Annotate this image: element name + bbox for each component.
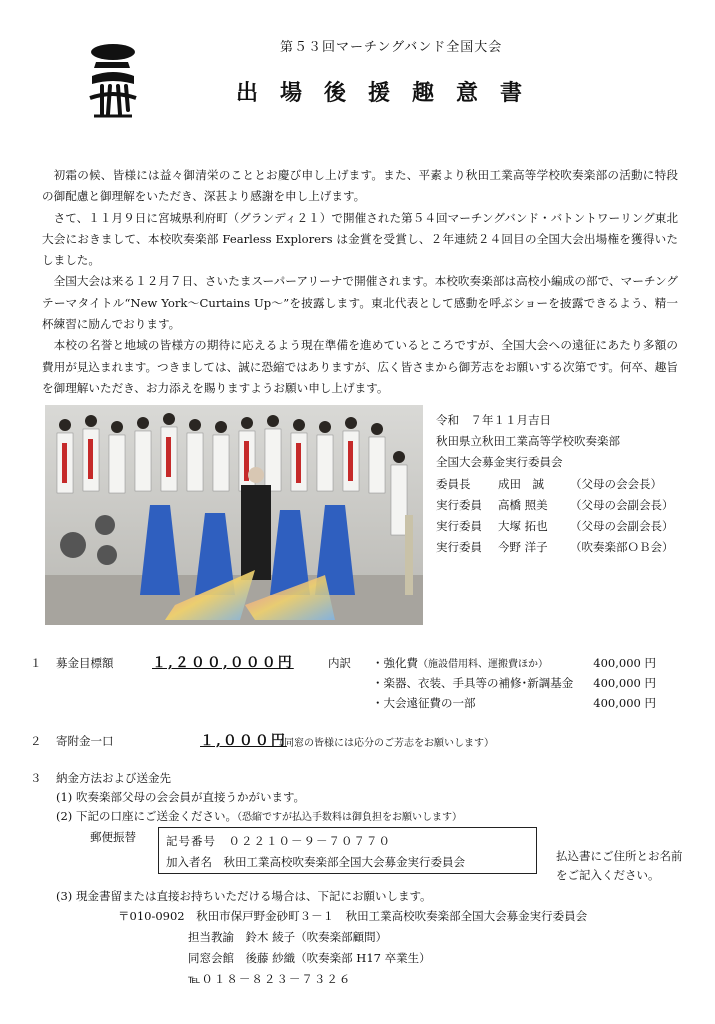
paragraph: 初霜の候、皆様には益々御清栄のこととお慶び申し上げます。また、平素より秋田工業高等学校吹奏楽部の活動に特段の御配慮と御理解をいただき、深甚より感謝を申し上げます。 <box>42 168 678 204</box>
body-text <box>42 165 678 399</box>
member-row: 実行委員 大塚 拓也 （父母の会副会長） <box>436 519 674 534</box>
breakdown-item: ・大会遠征費の一部 <box>372 696 476 710</box>
breakdown-item: ・強化費（施設借用料、運搬費ほか） <box>372 656 548 670</box>
issue-date: 令和 ７年１１月吉日 <box>436 413 551 427</box>
goal-amount: １,２００,０００円 <box>152 655 294 671</box>
account-number: 記号番号 ０２２１０－９－７０７７０ <box>166 834 391 848</box>
account-name: 加入者名 秋田工業高校吹奏楽部全国大会募金実行委員会 <box>166 855 465 869</box>
side-note: 払込書にご住所とお名前 <box>556 849 683 863</box>
organization: 秋田県立秋田工業高等学校吹奏楽部 <box>436 434 620 449</box>
paragraph: 全国大会は来る１２月７日、さいたまスーパーアリーナで開催されます。本校吹奏楽部は高校小編成の部で、マーチングテーマタイトル“New York～Curtains Up～”を披露します。東北代表として感動を呼ぶショーを披露できるよう、精一杯練習に励んでおります。 <box>42 274 678 332</box>
postal-label: 郵便振替 <box>90 830 136 844</box>
section3-number: ３ <box>30 771 42 785</box>
section2-label: 寄附金一口 <box>56 734 114 748</box>
band-photo <box>45 405 423 625</box>
section3-label: 納金方法および送金先 <box>56 771 171 785</box>
breakdown-item: ・楽器、衣装、手具等の補修･新調基金 <box>372 676 574 690</box>
paragraph: 本校の名誉と地域の皆様方の期待に応えるよう現在準備を進めているところですが、全国大会への遠征にあたり多額の費用が見込まれます。つきましては、誠に恐縮ではありますが、広く皆さまから御芳志をお願いする次第です。何卒、趣旨を御理解いただき、お力添えを賜りますようお願い申し上げます。 <box>42 338 678 395</box>
signature-block <box>436 410 674 558</box>
section1-number: １ <box>30 656 42 670</box>
phone-number: ℡０１８－８２３－７３２６ <box>188 972 352 986</box>
member-row: 実行委員 高橋 照美 （父母の会副会長） <box>436 497 674 512</box>
mailing-address: 〒010-0902 秋田市保戸野金砂町３－１ 秋田工業高校吹奏楽部全国大会募金実行委員会 <box>118 909 588 923</box>
payment-method-3: (3) 現金書留または直接お持ちいただける場合は、下記にお願いします。 <box>56 889 432 903</box>
member-row: 委員長 成田 誠 （父母の会会長） <box>436 476 662 491</box>
member-row: 実行委員 今野 洋子 （吹奏楽部ＯＢ会） <box>436 540 674 555</box>
section2-note: （同窓の皆様には応分のご芳志をお願いします） <box>274 738 494 749</box>
breakdown-amount: 400,000 円 <box>593 656 656 670</box>
section1-label: 募金目標額 <box>56 656 114 670</box>
payment-method-1: (1) 吹奏楽部父母の会会員が直接うかがいます。 <box>56 790 306 804</box>
school-emblem-icon <box>82 40 144 122</box>
side-note: をご記入ください。 <box>556 868 660 882</box>
section2-number: ２ <box>30 734 42 748</box>
alumni-contact: 同窓会館 後藤 紗織（吹奏楽部 H17 卒業生） <box>188 951 431 965</box>
breakdown-amount: 400,000 円 <box>593 676 656 690</box>
committee-name: 全国大会募金実行委員会 <box>436 455 563 470</box>
unit-amount: １,０００円 <box>200 733 287 749</box>
payment-method-2: (2) 下記の口座にご送金ください。（恐縮ですが払込手数料は御負担をお願いします） <box>56 809 462 823</box>
page-title: 出場後援趣意書 <box>236 80 545 106</box>
breakdown-label: 内訳 <box>328 656 351 670</box>
teacher-contact: 担当教諭 鈴木 綾子（吹奏楽部顧問） <box>188 930 388 944</box>
breakdown-amount: 400,000 円 <box>593 696 656 710</box>
paragraph: さて、１１月９日に宮城県利府町（グランディ２１）で開催された第５４回マーチングバンド・バトントワーリング東北大会におきまして、本校吹奏楽部 Fearless Explorers は金賞を受賞し、２年連続２４回目の全国大会出場権を獲得いたしました。 <box>42 210 678 268</box>
event-title: 第５３回マーチングバンド全国大会 <box>280 40 503 55</box>
